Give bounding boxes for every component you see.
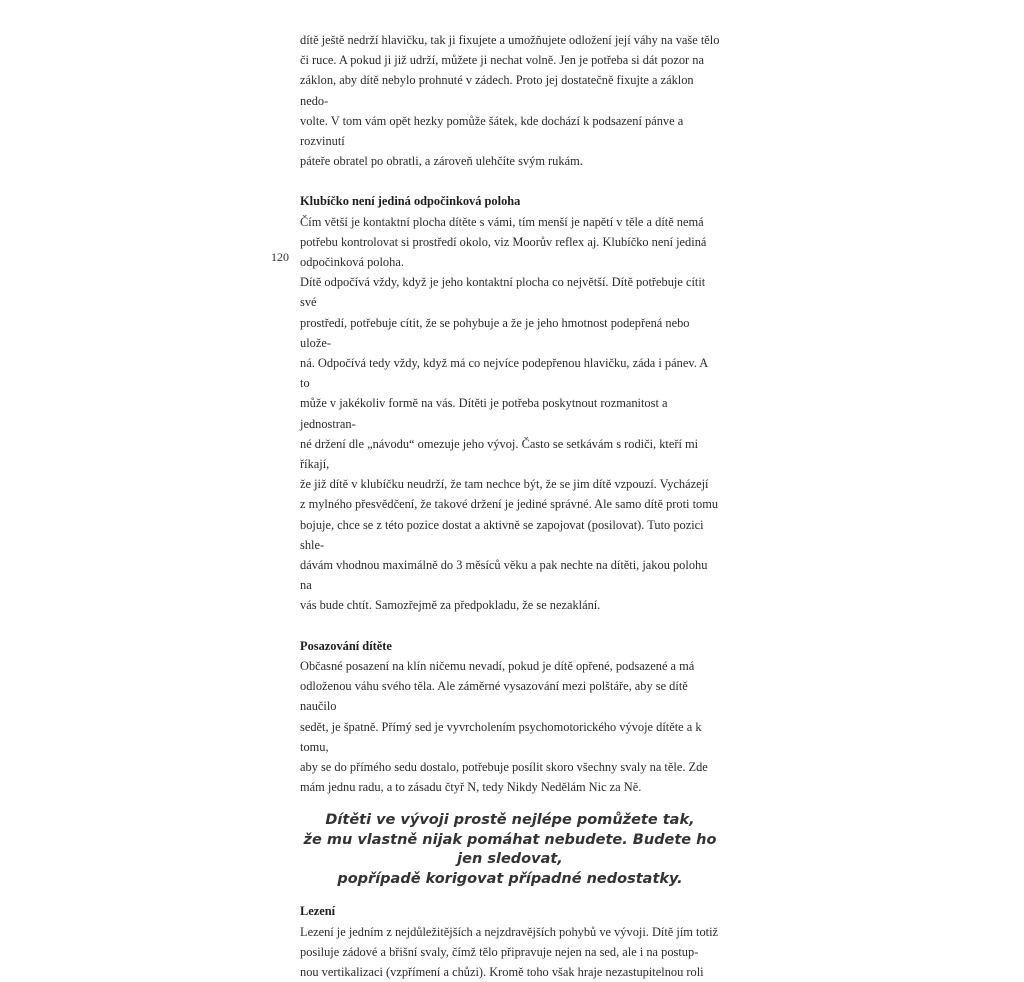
text-line: mám jednu radu, a to zásadu čtyř N, tedy Nikdy Nedělám Nic za Ně.	[300, 780, 642, 795]
section-body-posazovani	[300, 656, 720, 797]
text-line: Občasné posazení na klín ničemu nevadí, pokud je dítě opřené, podsazené a má	[300, 658, 695, 673]
quote-line: Dítěti ve vývoji prostě nejlépe pomůžete tak,	[325, 812, 695, 829]
text-line: vás bude chtít. Samozřejmě za předpokladu, že se nezaklání.	[300, 598, 601, 613]
text-line: bojuje, chce se z této pozice dostat a aktivně se zapojovat (posilovat). Tuto pozici shle-	[300, 517, 704, 552]
text-line: Čím větší je kontaktní plocha dítěte s vámi, tím menší je napětí v těle a dítě nemá	[300, 214, 704, 229]
text-line: z mylného přesvědčení, že takové držení je jediné správné. Ale samo dítě proti tomu	[300, 497, 719, 512]
section-body-klubicko	[300, 212, 720, 616]
section-body-lezeni	[300, 922, 720, 982]
text-line: záklon, aby dítě nebylo prohnuté v zádech. Proto jej dostatečně fixujte a záklon nedo-	[300, 73, 694, 108]
section-heading-lezeni: Lezení	[300, 904, 336, 919]
text-line: né držení dle „návodu“ omezuje jeho vývoj. Často se setkávám s rodiči, kteří mi říkají,	[300, 436, 699, 472]
text-line: Lezení je jedním z nejdůležitějších a nejzdravějších pohybů ve vývoji. Dítě jím totiž	[300, 924, 719, 939]
text-line: či ruce. A pokud ji již udrží, můžete ji nechat volně. Jen je potřeba si dát pozor na	[300, 53, 704, 68]
text-line: dítě ještě nedrží hlavičku, tak ji fixujete a umožňujete odložení její váhy na vaše tělo	[300, 33, 720, 47]
pull-quote	[300, 811, 720, 889]
quote-line: že mu vlastně nijak pomáhat nebudete. Budete ho jen sledovat,	[303, 831, 717, 868]
text-line: odloženou váhu svého těla. Ale záměrné vysazování mezi polštáře, aby se dítě naučilo	[300, 679, 688, 714]
text-line: Dítě odpočívá vždy, když je jeho kontaktní plocha co největší. Dítě potřebuje cítit své	[300, 275, 706, 310]
text-line: dávám vhodnou maximálně do 3 měsíců věku a pak nechte na dítěti, jakou polohu na	[300, 558, 708, 593]
section-spacer	[300, 171, 720, 191]
text-line: páteře obratel po obratli, a zároveň ulehčíte svým rukám.	[300, 154, 583, 169]
page-number: 120	[271, 250, 289, 264]
text-line: aby se do přímého sedu dostalo, potřebuje posílit skoro všechny svaly na těle. Zde	[300, 759, 708, 774]
text-line: může v jakékoliv formě na vás. Dítěti je potřeba poskytnout rozmanitost a jednostran-	[300, 396, 668, 431]
section-heading-klubicko: Klubíčko není jediná odpočinková poloha	[300, 194, 521, 209]
section-spacer	[300, 616, 720, 636]
intro-paragraph	[300, 30, 720, 171]
text-line: posiluje zádové a břišní svaly, čímž tělo připravuje nejen na sed, ale i na postup-	[300, 944, 699, 959]
text-line: potřebu kontrolovat si prostředí okolo, viz Moorův reflex aj. Klubíčko není jediná	[300, 234, 707, 249]
section-heading-posazovani: Posazování dítěte	[300, 638, 392, 653]
quote-line: popřípadě korigovat případné nedostatky.	[337, 870, 683, 887]
text-line: odpočinková poloha.	[300, 255, 404, 270]
text-line: prostředí, potřebuje cítit, že se pohybuje a že je jeho hmotnost podepřená nebo ulože-	[300, 315, 690, 350]
text-column	[300, 30, 720, 982]
text-line: ná. Odpočívá tedy vždy, když má co nejvíce podepřenou hlavičku, záda i pánev. A to	[300, 356, 708, 391]
text-line: sedět, je špatně. Přímý sed je vyvrcholením psychomotorického vývoje dítěte a k tomu,	[300, 719, 702, 754]
text-line: nou vertikalizaci (vzpřímení a chůzi). Kromě toho však hraje nezastupitelnou roli	[300, 964, 704, 979]
text-line: že již dítě v klubíčku neudrží, že tam nechce být, že se jim dítě vzpouzí. Vycházejí	[300, 477, 709, 492]
text-line: volte. V tom vám opět hezky pomůže šátek, kde dochází k podsazení pánve a rozvinutí	[300, 113, 684, 149]
